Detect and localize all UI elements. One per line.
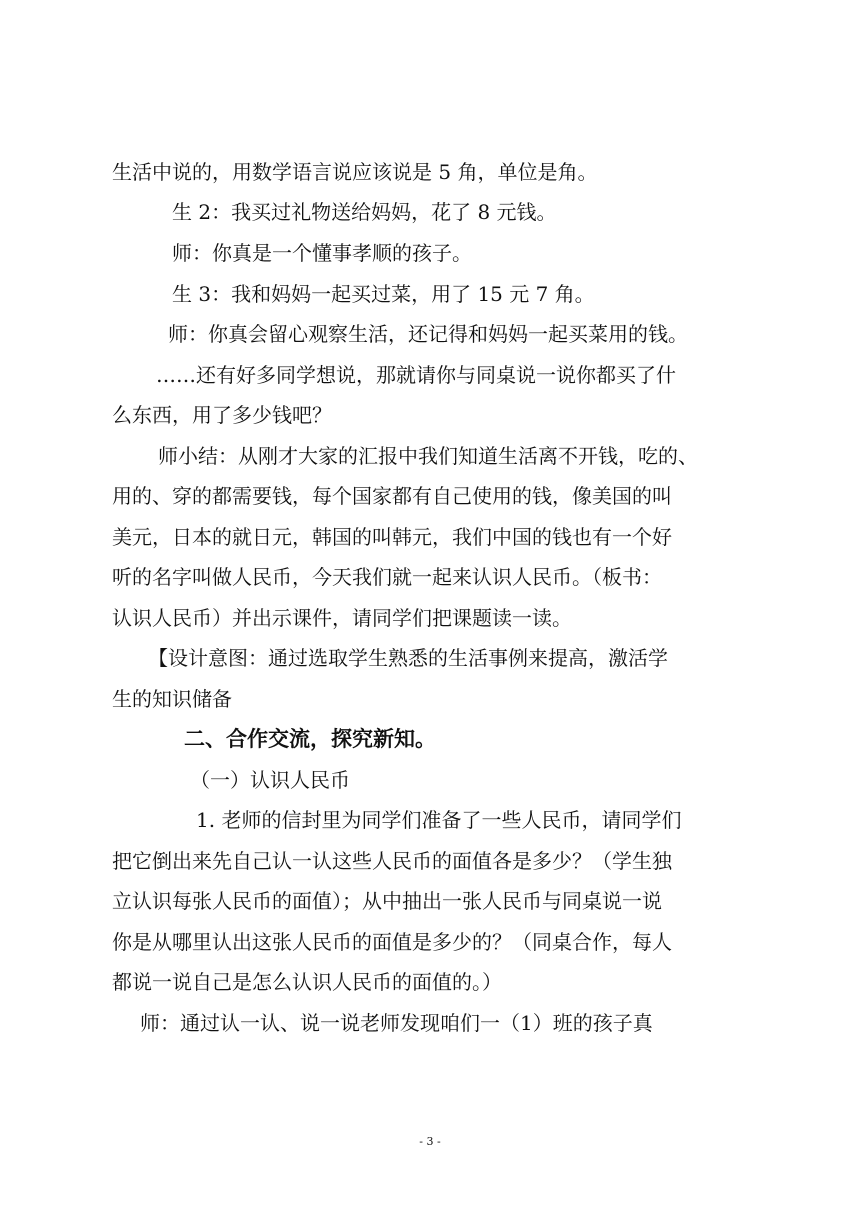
text-line: 生 2：我买过礼物送给妈妈，花了 8 元钱。 [172,200,557,224]
text-line: 师：你真会留心观察生活，还记得和妈妈一起买菜用的钱。 [168,322,688,346]
text-line: 【设计意图：通过选取学生熟悉的生活事例来提高，激活学 [148,646,668,670]
text-line: 1. 老师的信封里为同学们准备了一些人民币，请同学们 [196,808,682,832]
text-line: 你是从哪里认出这张人民币的面值是多少的？（同桌合作，每人 [112,930,672,954]
text-line: 都说一说自己是怎么认识人民币的面值的。） [112,970,502,994]
text-line: 美元，日本的就日元，韩国的叫韩元，我们中国的钱也有一个好 [112,525,672,549]
text-line: 师：你真是一个懂事孝顺的孩子。 [172,241,472,265]
page-number: - 3 - [419,1135,441,1148]
text-line: ……还有好多同学想说，那就请你与同桌说一说你都买了什 [156,363,676,387]
text-line: 把它倒出来先自己认一认这些人民币的面值各是多少？（学生独 [112,849,672,873]
text-line: 师：通过认一认、说一说老师发现咱们一（1）班的孩子真 [140,1011,653,1035]
text-line: 生活中说的，用数学语言说应该说是 5 角，单位是角。 [112,160,598,184]
text-line: 用的、穿的都需要钱，每个国家都有自己使用的钱，像美国的叫 [112,484,672,508]
text-line: 么东西，用了多少钱吧？ [112,403,332,427]
text-line: 立认识每张人民币的面值）；从中抽出一张人民币与同桌说一说 [112,889,662,913]
text-line: 师小结：从刚才大家的汇报中我们知道生活离不开钱，吃的、 [158,444,698,468]
text-line: 听的名字叫做人民币，今天我们就一起来认识人民币。（板书： [112,565,662,589]
text-line: 生的知识储备 [112,687,232,711]
text-line: 生 3：我和妈妈一起买过菜，用了 15 元 7 角。 [172,282,595,306]
section-heading: 二、合作交流，探究新知。 [184,727,436,751]
text-line: 认识人民币）并出示课件，请同学们把课题读一读。 [112,606,572,630]
subsection-heading: （一）认识人民币 [190,768,350,792]
